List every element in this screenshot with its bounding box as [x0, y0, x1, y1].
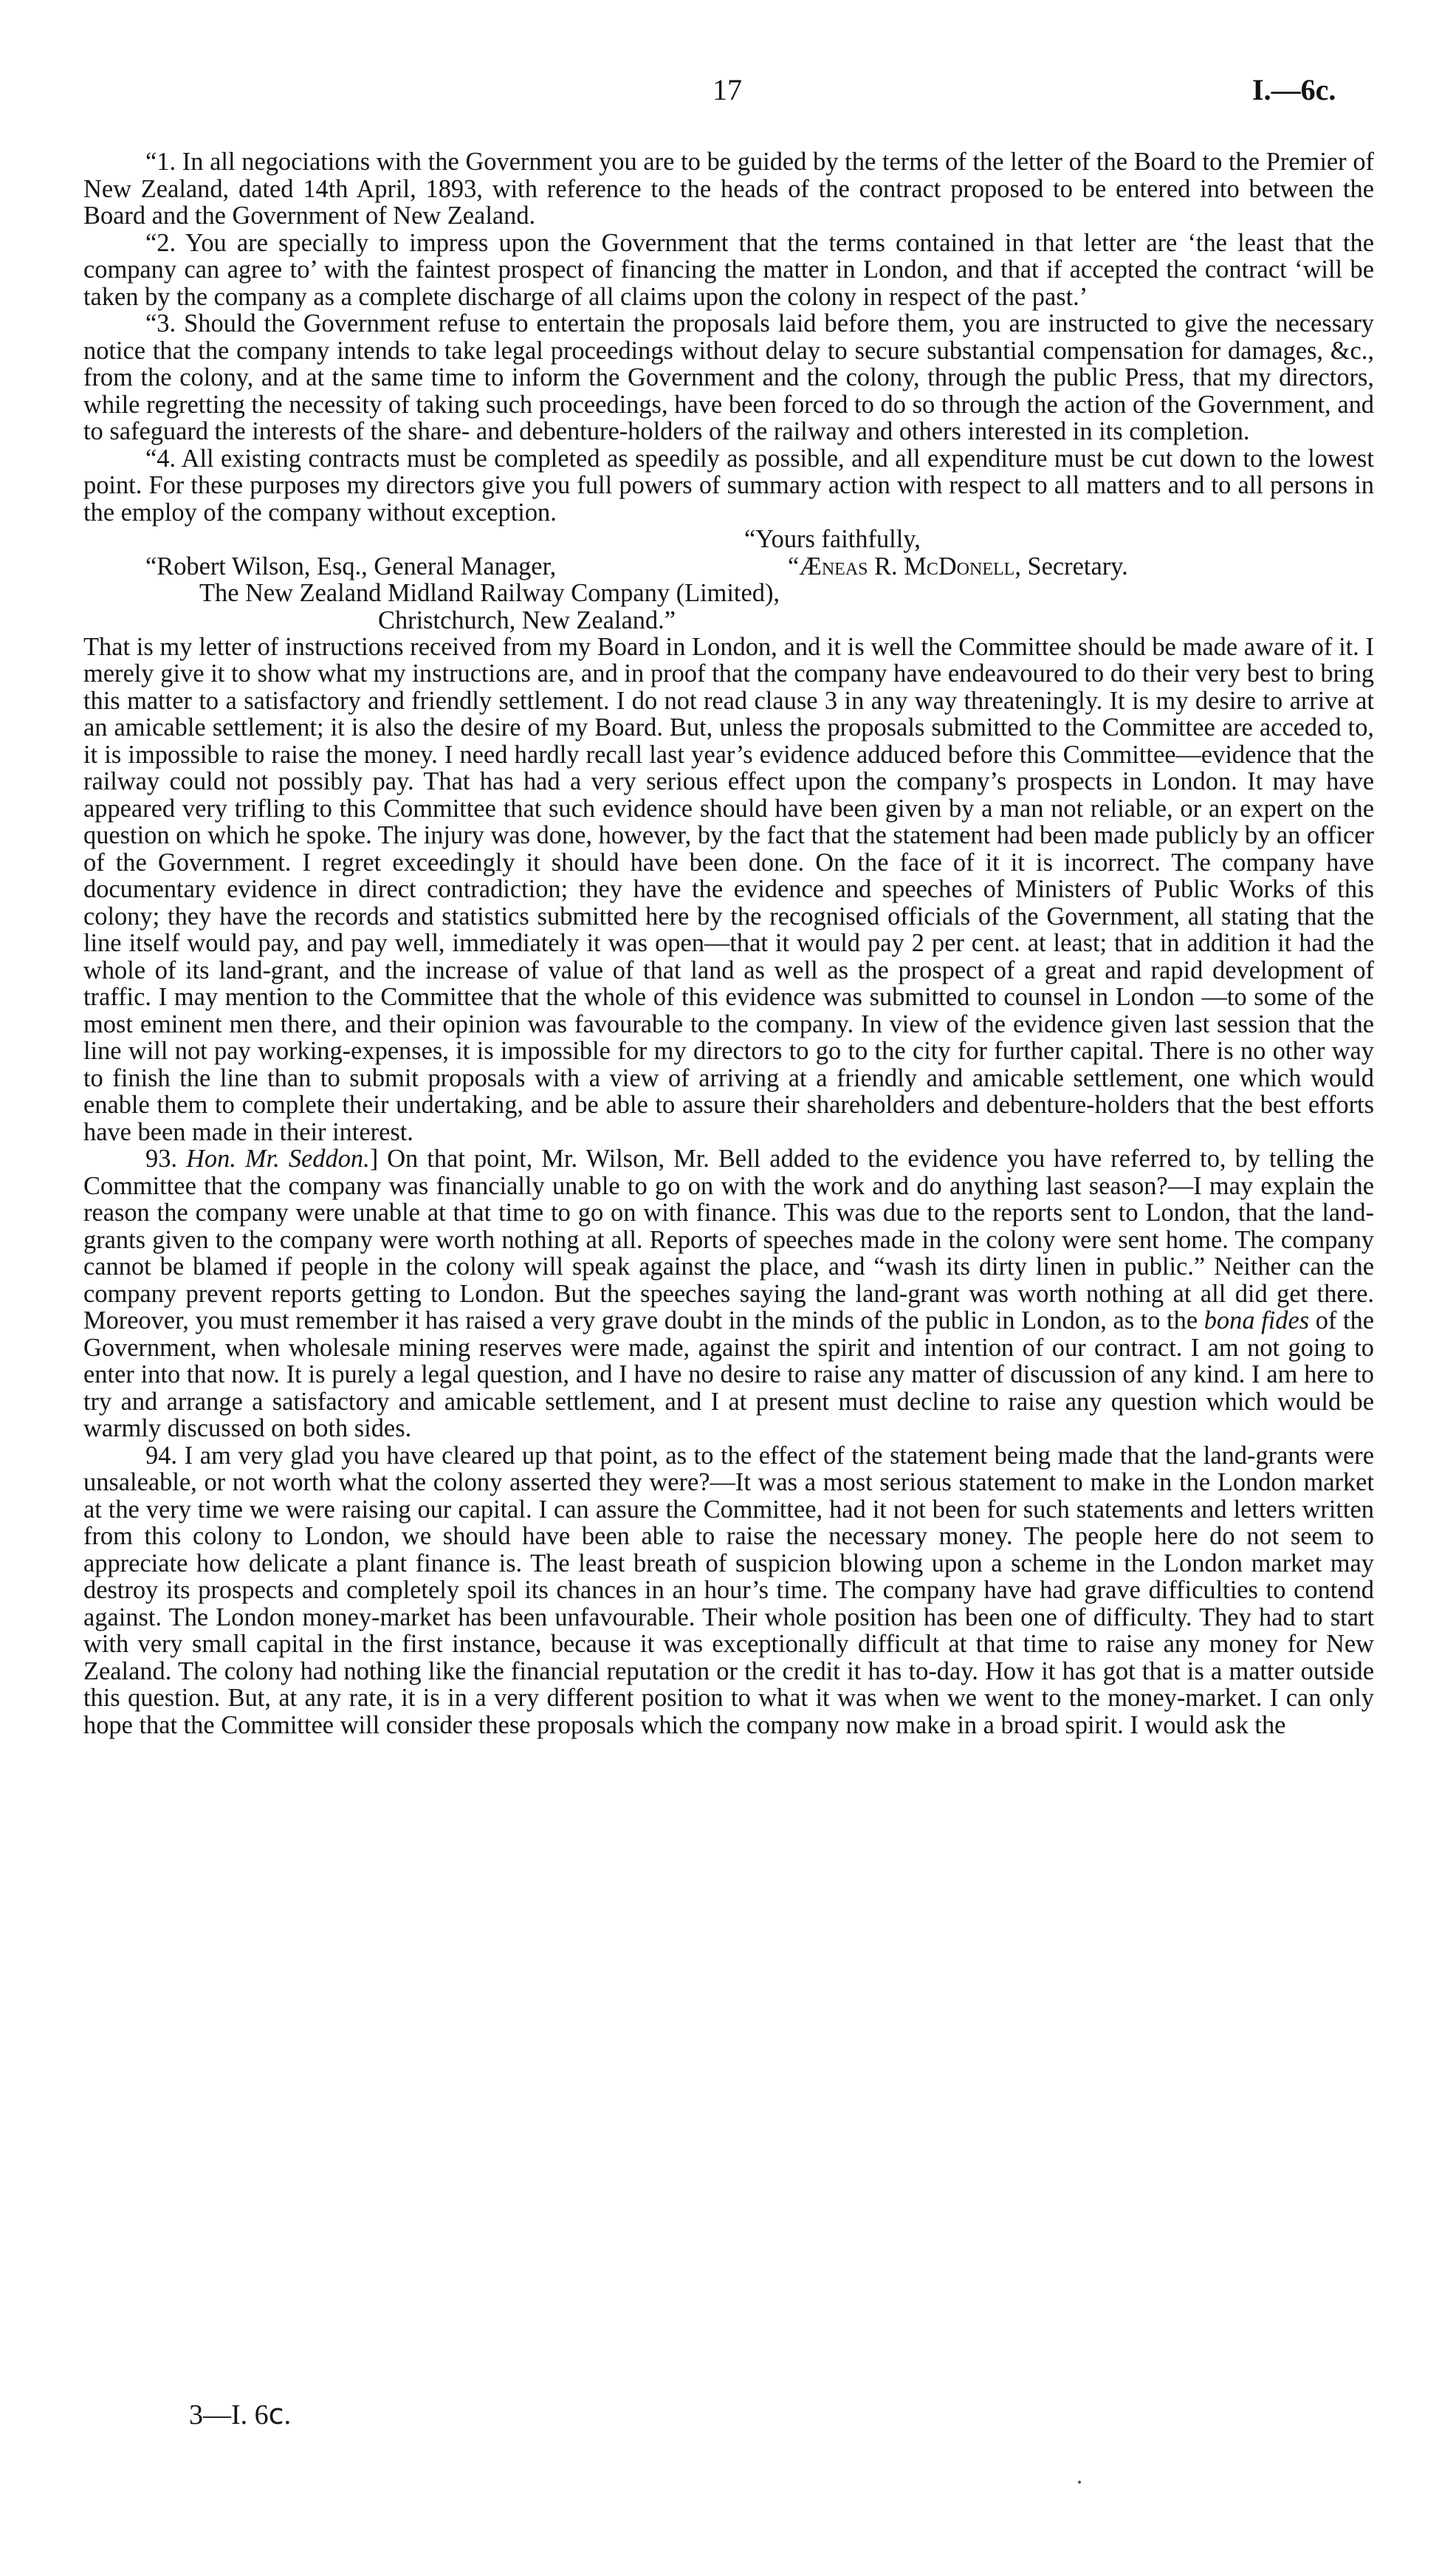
- italic-phrase: bona fides: [1203, 1306, 1310, 1334]
- signature-mark-text: 3—I. 6: [189, 2399, 269, 2430]
- letter-closing: “Yours faithfully,: [744, 525, 921, 553]
- signatory-quote: “: [788, 552, 800, 580]
- question-93: [83, 1145, 1374, 1442]
- page-number: 17: [712, 73, 742, 106]
- print-speck: [1078, 2481, 1081, 2484]
- signatory-name: Æneas R. McDonell: [799, 552, 1015, 580]
- letter-signatory: [788, 553, 1128, 580]
- letter-clause-1: “1. In all negociations with the Government you are to be guided by the terms of the letter of the Board to the Premier of New Zealand, dated 14th April, 1893, with reference to the heads of the contract proposed to be entered into between the Board and the Government of New Zealand.: [83, 148, 1374, 230]
- letter-signature-block: [83, 553, 1374, 634]
- letter-addressee: “Robert Wilson, Esq., General Manager,: [145, 552, 557, 580]
- question-text: On that point, Mr. Wilson, Mr. Bell added to the evidence you have referred to, by telling the Committee that the company was financially unable to go on with the work and do anything last season?—I may explain the reason the company were unable at that time to go on with finance. This was due to the reports sent to London, that the land-grants given to the company were worth nothing at all. Reports of speeches made in the colony were sent home. The company cannot be blamed if people in the colony will speak against the place, and “wash its dirty linen in public.” Neither can the company prevent reports getting to London. But the speeches saying the land-grant was worth nothing at all did get there. Moreover, you must remember it has raised a very grave doubt in the minds of the public in London, as to the: [83, 1145, 1374, 1334]
- signatory-title: , Secretary.: [1014, 552, 1128, 580]
- document-body: [83, 148, 1374, 1738]
- question-text-continued: of the Government, when wholesale mining reserves were made, against the spirit and intention of our contract. I am not going to enter into that now. It is purely a legal question, and I have no desire to raise any matter of discussion of any kind. I am here to try and arrange a satisfactory and amicable settlement, and I at present must decline to raise any question which would be warmly discussed on both sides.: [83, 1306, 1374, 1442]
- speaker-bracket: ]: [369, 1145, 388, 1173]
- signature-mark-letter: c: [268, 2398, 284, 2430]
- letter-clause-3: “3. Should the Government refuse to entertain the proposals laid before them, you are instructed to give the necessary notice that the company intends to take legal proceedings without delay to secure substantial compensation for damages, &c., from the colony, and at the same time to inform the Government and the colony, through the public Press, that my directors, while regretting the necessity of taking such proceedings, have been forced to do so through the action of the Government, and to safeguard the interests of the share- and debenture-holders of the railway and others interested in its completion.: [83, 309, 1374, 445]
- printer-signature-mark: [189, 2399, 291, 2430]
- question-94: 94. I am very glad you have cleared up that point, as to the effect of the statement being made that the land-grants were unsaleable, or not worth what the colony asserted they were?—It was a most serious statement to make in the London market at the very time we were raising our capital. I can assure the Committee, had it not been for such statements and letters written from this colony to London, we should have been able to raise the necessary money. The people here do not seem to appreciate how delicate a plant finance is. The least breath of suspicion blowing upon a scheme in the London market may destroy its prospects and completely spoil its chances in an hour’s time. The company have had grave difficulties to contend against. The London money-market has been unfavourable. Their whole position has been one of difficulty. They had to start with very small capital in the first instance, because it was exceptionally difficult at that time to raise any money for New Zealand. The colony had nothing like the financial reputation or the credit it has to-day. How it has got that is a matter outside this question. But, at any rate, it is in a very different position to what it was when we went to the money-market. I can only hope that the Committee will consider these proposals which the company now make in a broad spirit. I would ask the: [83, 1441, 1374, 1739]
- letter-clause-2: “2. You are specially to impress upon the Government that the terms contained in that letter are ‘the least that the company can agree to’ with the faintest prospect of financing the matter in London, and that if accepted the contract ‘will be taken by the company as a complete discharge of all claims upon the colony in respect of the past.’: [83, 228, 1374, 311]
- letter-company: The New Zealand Midland Railway Company (Limited),: [199, 578, 780, 607]
- letter-clause-4: “4. All existing contracts must be completed as speedily as possible, and all expenditure must be cut down to the lowest point. For these purposes my directors give you full powers of summary action with respect to all matters and to all persons in the employ of the company without exception.: [83, 444, 1374, 527]
- question-number: 93.: [145, 1145, 187, 1173]
- paragraph-instructions: That is my letter of instructions received from my Board in London, and it is well the Committee should be made aware of it. I merely give it to show what my instructions are, and in proof that the company have endeavoured to do their very best to bring this matter to a satisfactory and friendly settlement. I do not read clause 3 in any way threateningly. It is my desire to arrive at an amicable settlement; it is also the desire of my Board. But, unless the proposals submitted to the Committee are acceded to, it is impossible to raise the money. I need hardly recall last year’s evidence adduced before this Committee—evidence that the railway could not possibly pay. That has had a very serious effect upon the company’s prospects in London. It may have appeared very trifling to this Committee that such evidence should have been given by a man not reliable, or an expert on the question on which he spoke. The injury was done, however, by the fact that the statement had been made publicly by an officer of the Government. I regret exceedingly it should have been done. On the face of it it is incorrect. The company have documentary evidence in direct contradiction; they have the evidence and speeches of Ministers of Public Works of this colony; they have the records and statistics submitted here by the recognised officials of the Government, all stating that the line itself would pay, and pay well, immediately it was open—that it would pay 2 per cent. at least; that in addition it had the whole of its land-grant, and the increase of value of that land as well as the prospect of a great and rapid development of traffic. I may mention to the Committee that the whole of this evidence was submitted to counsel in London —to some of the most eminent men there, and their opinion was favourable to the company. In view of the evidence given last session that the line will not pay working-expenses, it is impossible for my directors to go to the city for further capital. There is no other way to finish the line than to submit proposals with a view of arriving at a friendly and amicable settlement, one which would enable them to complete their undertaking, and be able to assure their shareholders and debenture-holders that the best efforts have been made in their interest.: [83, 632, 1374, 1146]
- signature-mark-period: .: [284, 2399, 292, 2430]
- speaker-name: Hon. Mr. Seddon.: [186, 1145, 370, 1173]
- paper-reference: I.—6c.: [1252, 73, 1336, 106]
- letter-location: Christchurch, New Zealand.”: [378, 606, 676, 634]
